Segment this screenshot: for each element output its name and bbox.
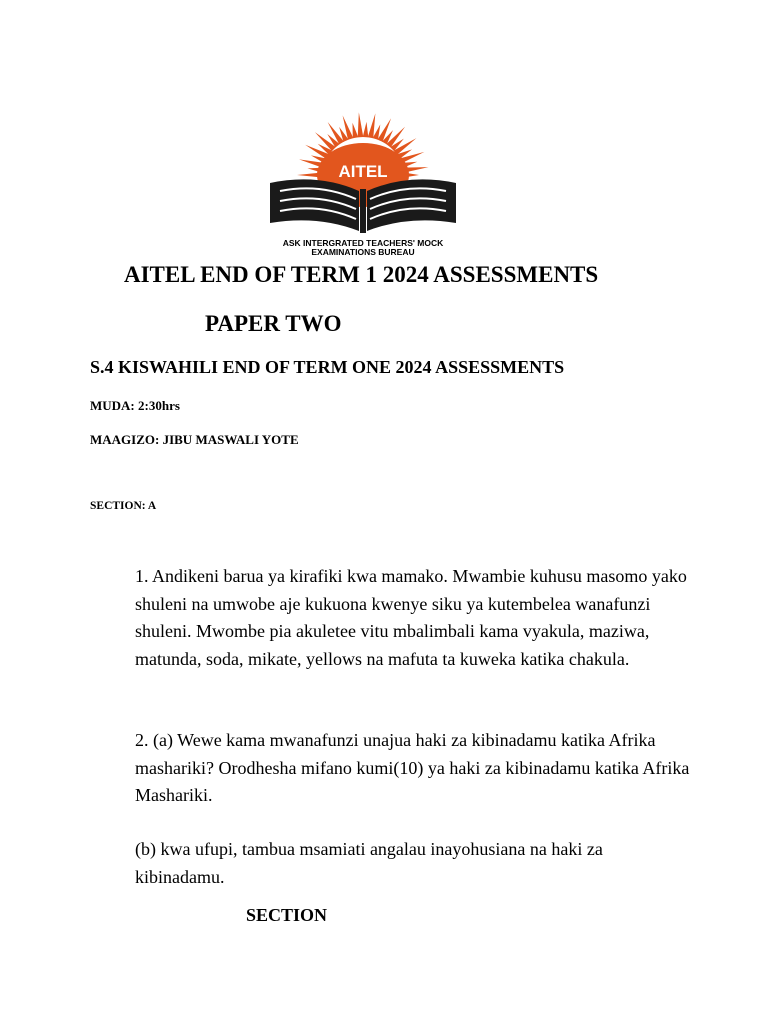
logo-graphic (258, 105, 468, 235)
subject-title: S.4 KISWAHILI END OF TERM ONE 2024 ASSESSMENTS (90, 357, 565, 377)
page-title: AITEL END OF TERM 1 2024 ASSESSMENTS (124, 262, 599, 287)
logo-caption-line1: ASK INTERGRATED TEACHERS' MOCK (282, 238, 444, 248)
sun-ray (368, 113, 376, 138)
sun-ray (353, 123, 359, 139)
duration-label: MUDA: 2:30hrs (90, 398, 180, 413)
section-b-heading: SECTION (246, 905, 328, 925)
logo-text: AITEL (338, 162, 388, 181)
aitel-logo (258, 105, 468, 257)
question-2b: (b) kwa ufupi, tambua msamiati angalau inayohusiana na haki za kibinadamu. (135, 839, 603, 887)
question-1: 1. Andikeni barua ya kirafiki kwa mamako. Mwambie kuhusu masomo yako shuleni na umwobe aje kukuona kwenye siku ya kutembelea wanafunzi shuleni. Mwombe pia akuletee vitu mbalimbali kama vyakula, maziwa, matunda, soda, mikate, yellows na mafuta ta kuweka katika chakula. (135, 566, 687, 669)
paper-label: PAPER TWO (205, 311, 342, 336)
logo-caption-line2: EXAMINATIONS BUREAU (311, 247, 415, 257)
sun-ray (358, 112, 364, 137)
question-2a: 2. (a) Wewe kama mwanafunzi unajua haki za kibinadamu katika Afrika mashariki? Orodhesha mifano kumi(10) ya haki za kibinadamu katika Afrika Mashariki. (135, 730, 690, 806)
sun-ray (363, 122, 369, 137)
section-a-heading: SECTION: A (90, 500, 157, 512)
instructions-label: MAAGIZO: JIBU MASWALI YOTE (90, 432, 299, 447)
